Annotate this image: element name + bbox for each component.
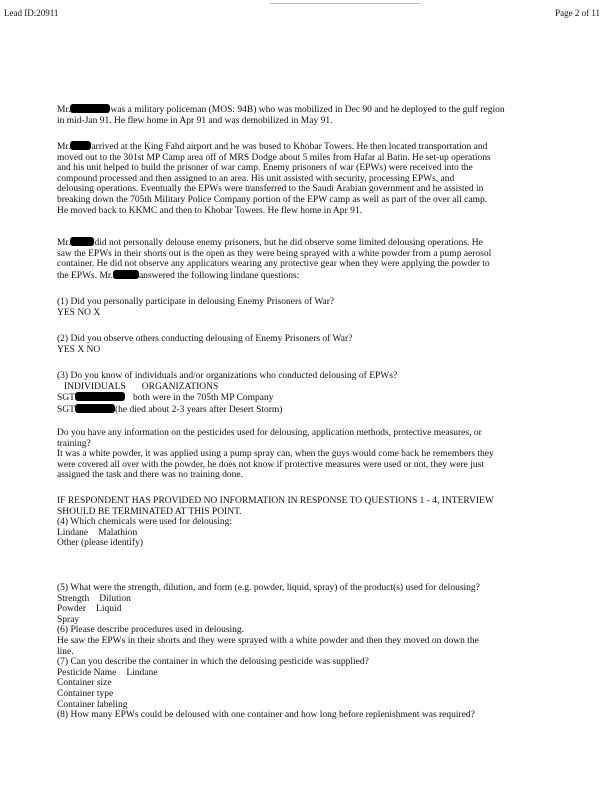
question-text: (8) How many EPWs could be deloused with one container and how long before replenishment was required? <box>57 710 475 721</box>
individual-row: SGT both were in the 705th MP Company <box>57 393 274 404</box>
question-3 <box>57 371 557 415</box>
page-number: Page 2 of 11 <box>555 8 600 18</box>
answer-text: were covered all over with the powder, he does not know if protective measures were used or not, they were just <box>57 459 484 470</box>
redaction-mark <box>75 392 125 401</box>
answer-text: It was a white powder, it was applied using a pump spray can, when the guys would come back he remembers they <box>57 449 494 460</box>
text-line: delousing operations. Eventually the EPWs were transferred to the Saudi Arabian government and he assisted in <box>57 184 484 195</box>
text-line: Mr. arrived at the King Fahd airport and he was bused to Khobar Towers. He then located transportation and <box>57 142 488 152</box>
question-text: (1) Did you personally participate in delousing Enemy Prisoners of War? <box>57 297 335 307</box>
pesticide-info-question <box>57 428 557 481</box>
redaction-mark <box>70 141 91 150</box>
answer-text: line. <box>57 646 74 657</box>
text-line: compound processed and then assigned to an area. His unit assisted with security, processing EPWs, and <box>57 173 455 184</box>
paragraph-service <box>57 104 557 126</box>
text-line: the EPWs. Mr. answered the following lindane questions: <box>57 270 300 281</box>
answer-text: He saw the EPWs in their shorts and they were sprayed with a white powder and then they moved on down the <box>57 635 479 646</box>
text-line: saw the EPWs in their shorts out is the open as they were being sprayed with a white powder from a pump aerosol <box>57 248 492 259</box>
answer-text: assigned the task and there was no training done. <box>57 470 243 481</box>
redaction-mark <box>70 237 94 246</box>
pesticide-name-row: Pesticide Name Lindane <box>57 667 158 678</box>
question-5 <box>57 583 557 721</box>
question-text: (4) Which chemicals were used for delousing: <box>57 517 232 528</box>
question-text: (3) Do you know of individuals and/or organizations who conducted delousing of EPWs? <box>57 371 398 381</box>
answer-text: YES NO X <box>57 307 101 318</box>
container-labeling: Container labeling <box>57 699 128 710</box>
question-text: Do you have any information on the pesticides used for delousing, application methods, protective measures, or <box>57 428 482 438</box>
answer-text: YES X NO <box>57 344 101 355</box>
notice-text: SHOULD BE TERMINATED AT THIS POINT. <box>57 506 242 517</box>
redaction-mark <box>70 104 110 113</box>
form-options: Strength Dilution <box>57 593 131 604</box>
text-line: moved out to the 301st MP Camp area off of MRS Dodge about 5 miles from Hafar al Batin. He set-up operations <box>57 152 491 163</box>
chemical-option-other: Other (please identify) <box>57 538 143 549</box>
question-text: (7) Can you describe the container in which the delousing pesticide was supplied? <box>57 657 369 668</box>
text-line: He moved back to KKMC and then to Khobar Towers. He flew home in Apr 91. <box>57 205 362 216</box>
text-line: container. He did not observe any applicators wearing any protective gear when they were applying the powder to <box>57 259 490 270</box>
question-1 <box>57 297 557 318</box>
individual-row: SGT (he died about 2-3 years after Desert Storm) <box>57 404 283 415</box>
text-line: breaking down the 705th Military Police Company portion of the EPW camp as well as part of the over all camp. <box>57 194 488 205</box>
text-line: and his unit helped to build the prisoner of war camp. Enemy prisoners of war (EPWs) were received into the <box>57 163 473 174</box>
form-options: Spray <box>57 614 80 625</box>
text-line: in mid-Jan 91. He flew home in Apr 91 and was demobilized in May 91. <box>57 115 333 126</box>
paragraph-deployment <box>57 141 557 216</box>
column-headers: INDIVIDUALS ORGANIZATIONS <box>64 381 219 392</box>
redaction-mark <box>75 404 115 413</box>
container-type: Container type <box>57 688 114 699</box>
container-size: Container size <box>57 678 112 689</box>
termination-notice <box>57 496 557 549</box>
notice-text: IF RESPONDENT HAS PROVIDED NO INFORMATION IN RESPONSE TO QUESTIONS 1 - 4, INTERVIEW <box>57 496 494 506</box>
chemical-options: Lindane Malathion <box>57 527 138 538</box>
question-2 <box>57 334 557 355</box>
question-text: (5) What were the strength, dilution, and form (e.g. powder, liquid, spray) of the product(s) used for delousing? <box>57 583 480 593</box>
lead-id: Lead ID:20911 <box>4 8 59 18</box>
top-rule <box>270 3 420 4</box>
redaction-mark <box>113 270 139 279</box>
text-line: Mr. was a military policeman (MOS: 94B) who was mobilized in Dec 90 and he deployed to the gulf region <box>57 105 505 115</box>
paragraph-observation <box>57 237 557 281</box>
question-text: (2) Did you observe others conducting delousing of Enemy Prisoners of War? <box>57 334 353 344</box>
form-options: Powder Liquid <box>57 604 122 615</box>
text-line: Mr. did not personally delouse enemy prisoners, but he did observe some limited delousing operations. He <box>57 238 483 248</box>
question-text: training? <box>57 438 91 449</box>
question-text: (6) Please describe procedures used in delousing. <box>57 625 245 636</box>
